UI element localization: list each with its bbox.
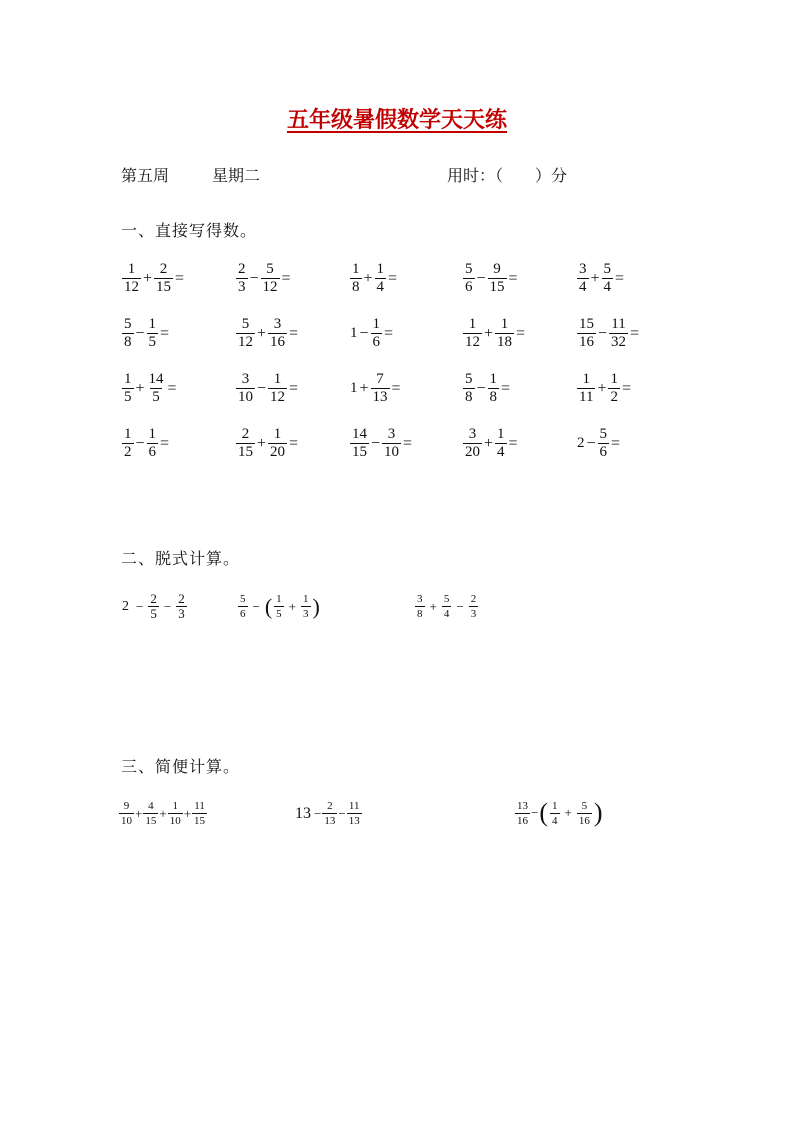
fraction: $\frac{5}{16}$ (578, 799, 590, 827)
equals-sign: = (508, 434, 518, 452)
fraction: $\frac{4}{15}$ (145, 800, 157, 827)
operator: + (363, 269, 373, 287)
oral-calc-item (576, 317, 640, 350)
operator: − (586, 434, 596, 452)
fraction: $\frac{1}{12}$ (270, 371, 286, 405)
fraction: $\frac{11}{32}$ (611, 316, 627, 350)
oral-calc-item (349, 372, 402, 405)
operator: − (135, 434, 145, 452)
fraction: $\frac{5}{4}$ (603, 261, 612, 295)
fraction: $\frac{1}{5}$ (276, 593, 282, 620)
fraction: $\frac{1}{20}$ (270, 426, 286, 460)
operator: − (456, 598, 464, 614)
operator: + (590, 269, 600, 287)
step-calc-2 (237, 593, 321, 620)
fraction: $\frac{9}{15}$ (489, 261, 505, 295)
operator: − (531, 805, 539, 820)
fraction: $\frac{11}{15}$ (194, 800, 206, 827)
fraction: $\frac{3}{20}$ (465, 426, 480, 460)
operator: + (288, 598, 297, 614)
oral-calc-item (349, 427, 413, 460)
fraction: $\frac{5}{6}$ (465, 261, 473, 295)
left-paren: ( (264, 593, 273, 619)
fraction: $\frac{2}{13}$ (324, 800, 336, 827)
equals-sign: = (611, 434, 621, 452)
operator: + (135, 805, 143, 821)
page-title: 五年级暑假数学天天练 (286, 107, 507, 133)
operator: − (314, 805, 322, 821)
fraction: $\frac{3}{10}$ (384, 426, 400, 460)
fraction: $\frac{15}{16}$ (579, 316, 594, 350)
fraction: $\frac{2}{15}$ (156, 261, 172, 295)
operator: − (476, 269, 486, 287)
fraction: $\frac{1}{4}$ (497, 426, 505, 460)
oral-calc-item (349, 317, 394, 350)
operator: − (257, 379, 267, 397)
equals-sign: = (281, 269, 291, 287)
fraction: $\frac{14}{15}$ (352, 426, 367, 460)
fraction: $\frac{1}{6}$ (148, 426, 157, 460)
integer: 1 (350, 380, 358, 396)
oral-calc-item (121, 317, 170, 350)
fraction: $\frac{9}{10}$ (121, 800, 132, 827)
oral-calc-item (121, 427, 170, 460)
oral-calc-item (235, 372, 299, 405)
equals-sign: = (384, 324, 394, 342)
integer: 2 (122, 598, 129, 614)
operator: + (183, 805, 192, 821)
fraction: $\frac{1}{6}$ (372, 316, 381, 350)
fraction: $\frac{11}{13}$ (348, 800, 360, 827)
oral-calc-item (576, 262, 625, 295)
oral-calc-item (349, 262, 398, 295)
left-paren: ( (539, 798, 549, 827)
fraction: $\frac{1}{2}$ (610, 371, 618, 405)
oral-calc-item (121, 372, 178, 405)
fraction: $\frac{5}{8}$ (124, 316, 132, 350)
fraction: $\frac{1}{11}$ (579, 371, 594, 405)
section-2-title: 二、脱式计算。 (121, 549, 241, 568)
operator: − (476, 379, 486, 397)
step-calc-1 (121, 593, 188, 620)
time-label: 用时：（ ）分 (447, 166, 568, 185)
day-label: 星期二 (212, 166, 261, 185)
fraction: $\frac{5}{4}$ (443, 593, 450, 620)
fraction: $\frac{14}{5}$ (148, 371, 164, 405)
operator: − (371, 434, 381, 452)
fraction: $\frac{2}{3}$ (470, 593, 477, 620)
fraction: $\frac{5}{12}$ (238, 316, 253, 350)
equals-sign: = (403, 434, 413, 452)
oral-calc-item (462, 262, 519, 295)
equals-sign: = (630, 324, 640, 342)
fraction: $\frac{2}{3}$ (178, 591, 185, 621)
fraction: $\frac{3}{8}$ (417, 593, 423, 620)
operator: + (159, 805, 167, 821)
operator: + (564, 805, 572, 820)
integer: 1 (350, 325, 358, 341)
equals-sign: = (160, 324, 170, 342)
fraction: $\frac{1}{3}$ (303, 593, 309, 620)
operator: − (252, 598, 260, 614)
fraction: $\frac{1}{8}$ (489, 371, 498, 405)
section-1-title: 一、直接写得数。 (121, 221, 258, 240)
operator: + (597, 379, 607, 397)
fraction: $\frac{1}{10}$ (169, 800, 181, 827)
simple-calc-2 (294, 800, 363, 827)
fraction: $\frac{1}{18}$ (497, 316, 513, 350)
fraction: $\frac{5}{12}$ (262, 261, 278, 295)
equals-sign: = (289, 379, 299, 397)
equals-sign: = (391, 379, 401, 397)
fraction: $\frac{1}{2}$ (124, 426, 132, 460)
fraction: $\frac{2}{5}$ (150, 591, 157, 621)
operator: − (249, 269, 259, 287)
oral-calc-item (121, 262, 185, 295)
operator: − (163, 598, 172, 614)
operator: − (135, 324, 145, 342)
oral-calc-item (576, 372, 632, 405)
equals-sign: = (516, 324, 526, 342)
fraction: $\frac{1}{5}$ (124, 371, 132, 405)
right-paren: ) (312, 593, 320, 619)
fraction: $\frac{5}{6}$ (599, 426, 608, 460)
operator: + (359, 379, 369, 397)
operator: + (429, 598, 437, 614)
fraction: $\frac{1}{12}$ (124, 261, 139, 295)
integer: 13 (295, 804, 311, 822)
equals-sign: = (621, 379, 632, 397)
oral-calc-item (235, 427, 299, 460)
oral-calc-item (462, 427, 519, 460)
step-calc-3 (414, 593, 479, 620)
equals-sign: = (289, 324, 299, 342)
week-label: 第五周 (121, 166, 170, 185)
operator: − (338, 805, 346, 821)
operator: + (135, 379, 145, 397)
fraction: $\frac{2}{15}$ (238, 426, 253, 460)
operator: + (484, 324, 494, 342)
fraction: $\frac{1}{5}$ (148, 316, 157, 350)
operator: − (136, 598, 144, 614)
equals-sign: = (160, 434, 170, 452)
fraction: $\frac{13}{16}$ (517, 799, 528, 827)
fraction: $\frac{3}{16}$ (270, 316, 286, 350)
operator: + (484, 434, 494, 452)
oral-calc-item (235, 317, 299, 350)
equals-sign: = (501, 379, 511, 397)
simple-calc-1 (118, 800, 208, 827)
equals-sign: = (388, 269, 398, 287)
operator: + (143, 269, 153, 287)
equals-sign: = (289, 434, 299, 452)
fraction: $\frac{7}{13}$ (372, 371, 388, 405)
fraction: $\frac{5}{8}$ (465, 371, 473, 405)
operator: + (257, 434, 267, 452)
fraction: $\frac{1}{4}$ (376, 261, 385, 295)
equals-sign: = (167, 379, 177, 397)
equals-sign: = (615, 269, 625, 287)
oral-calc-item (462, 372, 511, 405)
fraction: $\frac{3}{4}$ (579, 261, 587, 295)
fraction: $\frac{1}{12}$ (465, 316, 480, 350)
fraction: $\frac{5}{6}$ (240, 593, 246, 620)
oral-calc-item (576, 427, 621, 460)
oral-calc-item (462, 317, 526, 350)
fraction: $\frac{1}{4}$ (552, 799, 558, 827)
operator: − (598, 324, 608, 342)
simple-calc-3 (514, 798, 604, 828)
fraction: $\frac{2}{3}$ (238, 261, 246, 295)
equals-sign: = (508, 269, 518, 287)
oral-calc-item (235, 262, 292, 295)
operator: + (257, 324, 267, 342)
operator: − (359, 324, 369, 342)
right-paren: ) (593, 798, 603, 827)
fraction: $\frac{1}{8}$ (352, 261, 360, 295)
fraction: $\frac{3}{10}$ (238, 371, 253, 405)
integer: 2 (577, 435, 585, 451)
section-3-title: 三、简便计算。 (121, 757, 241, 776)
equals-sign: = (175, 269, 185, 287)
